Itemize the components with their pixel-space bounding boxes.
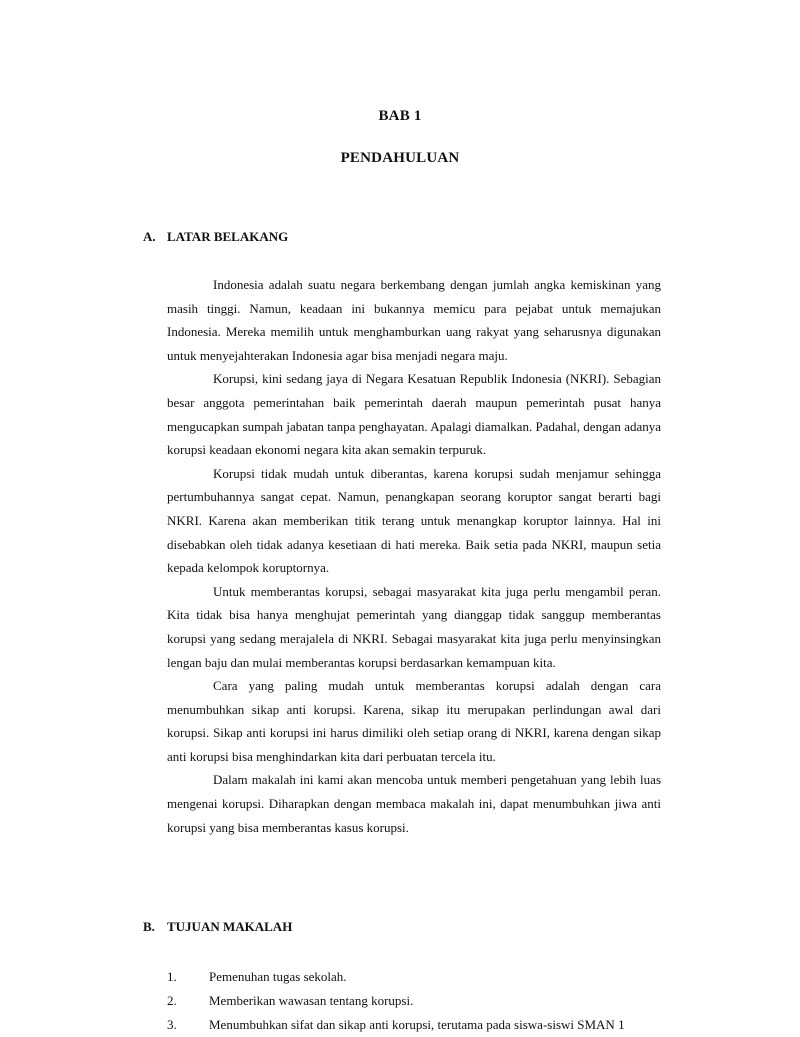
paragraph: Indonesia adalah suatu negara berkembang dengan jumlah angka kemiskinan yang masih tinggi. Namun, keadaan ini bukannya memicu para pejabat untuk memajukan Indonesia. Mereka memilih untuk menghamburkan uang rakyat yang seharusnya digunakan untuk menyejahterakan Indonesia agar bisa menjadi negara maju. [167, 277, 661, 363]
list-item-text: Memberikan wawasan tentang korupsi. [209, 993, 414, 1008]
section-heading-tujuan-makalah [143, 919, 292, 935]
chapter-title: PENDAHULUAN [340, 150, 460, 166]
list-item [167, 1013, 687, 1037]
section-letter: B. [143, 919, 155, 934]
objectives-list [167, 965, 687, 1037]
list-item-text: Pemenuhan tugas sekolah. [209, 969, 347, 984]
section-body-latar-belakang [167, 273, 661, 839]
paragraph: Korupsi tidak mudah untuk diberantas, karena korupsi sudah menjamur sehingga pertumbuhannya sangat cepat. Namun, penangkapan seorang koruptor sangat berarti bagi NKRI. Karena akan memberikan titik terang untuk menangkap koruptor lainnya. Hal ini disebabkan oleh tidak adanya kesetiaan di hati mereka. Baik setia pada NKRI, maupun setia kepada kelompok koruptornya. [167, 465, 661, 576]
section-title: LATAR BELAKANG [167, 229, 289, 244]
list-item [167, 989, 687, 1013]
list-item [167, 965, 687, 989]
list-number: 2. [167, 993, 177, 1008]
paragraph: Korupsi, kini sedang jaya di Negara Kesatuan Republik Indonesia (NKRI). Sebagian besar anggota pemerintahan baik pemerintah daerah maupun pemerintah pusat hanya mengucapkan sumpah jabatan tanpa penghayatan. Apalagi diamalkan. Padahal, dengan adanya korupsi keadaan ekonomi negara kita akan semakin terpuruk. [167, 371, 661, 458]
paragraph: Untuk memberantas korupsi, sebagai masyarakat kita juga perlu mengambil peran. Kita tidak bisa hanya menghujat pemerintah yang dianggap tidak sanggup memberantas korupsi yang sedang merajalela di NKRI. Sebagai masyarakat kita juga perlu menyinsingkan lengan baju dan mulai memberantas korupsi berdasarkan kemampuan kita. [167, 583, 661, 670]
section-title: TUJUAN MAKALAH [167, 919, 293, 934]
section-letter: A. [143, 229, 156, 244]
paragraph: Cara yang paling mudah untuk memberantas korupsi adalah dengan cara menumbuhkan sikap anti korupsi. Karena, sikap itu merupakan perlindungan awal dari korupsi. Sikap anti korupsi ini harus dimiliki oleh setiap orang di NKRI, karena dengan sikap anti korupsi bisa menghindarkan kita dari perbuatan tercela itu. [167, 678, 661, 764]
chapter-number: BAB 1 [378, 108, 422, 124]
section-heading-latar-belakang [143, 229, 288, 245]
list-number: 3. [167, 1017, 177, 1032]
list-number: 1. [167, 969, 177, 984]
paragraph: Dalam makalah ini kami akan mencoba untuk memberi pengetahuan yang lebih luas mengenai korupsi. Diharapkan dengan membaca makalah ini, dapat menumbuhkan jiwa anti korupsi yang bisa memberantas kasus korupsi. [167, 772, 661, 835]
list-item-text: Menumbuhkan sifat dan sikap anti korupsi, terutama pada siswa-siswi SMAN 1 [209, 1017, 625, 1032]
